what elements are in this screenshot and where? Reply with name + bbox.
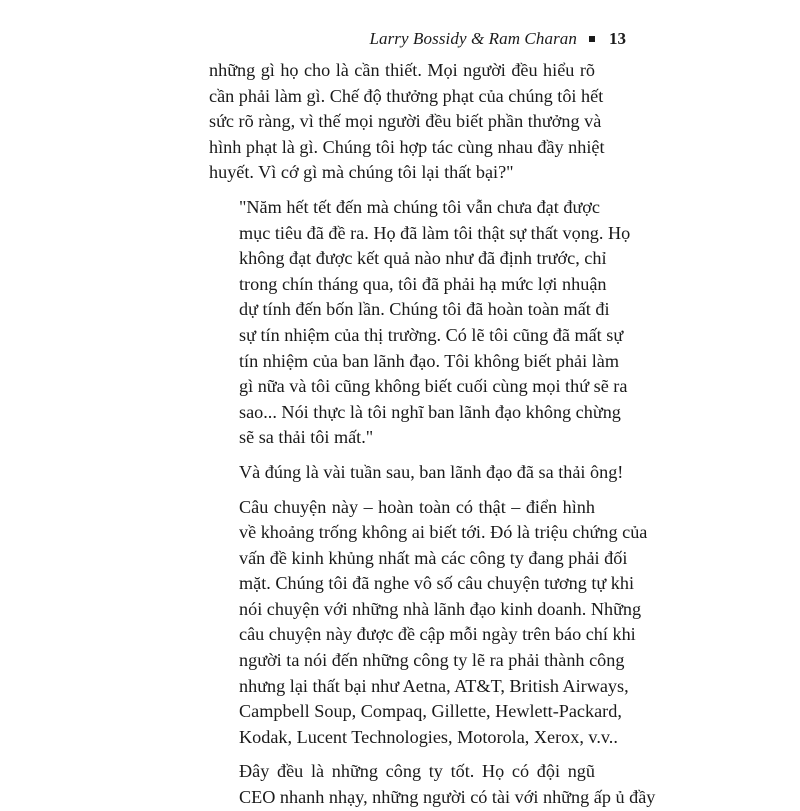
text-line: sức rõ ràng, vì thế mọi người đều biết phần thưởng và: [209, 111, 602, 132]
paragraph: [209, 460, 624, 486]
paragraph: [209, 58, 605, 186]
paragraph: [209, 495, 648, 751]
page-number: 13: [609, 29, 626, 48]
paragraph: [209, 195, 631, 451]
text-line: Câu chuyện này – hoàn toàn có thật – điển hình: [239, 496, 595, 517]
text-line: vấn đề kinh khủng nhất mà các công ty đang phải đối: [239, 547, 628, 568]
text-line: dự tính đến bốn lần. Chúng tôi đã hoàn toàn mất đi: [239, 299, 610, 320]
text-line: không đạt được kết quả nào như đã định trước, chỉ: [239, 248, 607, 269]
text-line: "Năm hết tết đến mà chúng tôi vẫn chưa đạt được: [239, 196, 600, 217]
text-line: sao... Nói thực là tôi nghĩ ban lãnh đạo không chừng: [239, 401, 621, 422]
header-separator-square: [589, 36, 595, 42]
text-line: người ta nói đến những công ty lẽ ra phải thành công: [239, 650, 625, 671]
text-line: những gì họ cho là cần thiết. Mọi người đều hiểu rõ: [209, 60, 595, 80]
text-line: sự tín nhiệm của thị trường. Có lẽ tôi cũng đã mất sự: [239, 324, 624, 345]
text-line: Và đúng là vài tuần sau, ban lãnh đạo đã sa thải ông!: [239, 461, 624, 482]
text-line: huyết. Vì cớ gì mà chúng tôi lại thất bại?": [209, 162, 514, 183]
text-line: sẽ sa thải tôi mất.": [239, 427, 374, 448]
running-header: [369, 27, 626, 51]
text-line: CEO nhanh nhạy, những người có tài với những ấp ủ đầy: [239, 787, 656, 808]
text-line: mặt. Chúng tôi đã nghe vô số câu chuyện tương tự khi: [239, 573, 635, 594]
text-line: cần phải làm gì. Chế độ thưởng phạt của chúng tôi hết: [209, 85, 604, 106]
running-header-authors: Larry Bossidy & Ram Charan: [369, 29, 577, 48]
text-line: Campbell Soup, Compaq, Gillette, Hewlett-Packard,: [239, 701, 622, 722]
paragraph: [209, 759, 656, 810]
text-line: nhưng lại thất bại như Aetna, AT&T, British Airways,: [239, 675, 629, 696]
text-line: trong chín tháng qua, tôi đã phải hạ mức lợi nhuận: [239, 273, 607, 294]
text-line: câu chuyện này được đề cập mỗi ngày trên báo chí khi: [239, 624, 636, 645]
text-line: Kodak, Lucent Technologies, Motorola, Xerox, v.v..: [239, 726, 618, 747]
text-line: về khoảng trống không ai biết tới. Đó là triệu chứng của: [239, 522, 648, 543]
text-line: hình phạt là gì. Chúng tôi hợp tác cùng nhau đầy nhiệt: [209, 136, 605, 157]
text-line: mục tiêu đã đề ra. Họ đã làm tôi thật sự thất vọng. Họ: [239, 222, 631, 243]
text-line: Đây đều là những công ty tốt. Họ có đội ngũ: [239, 761, 595, 782]
body-text: [209, 58, 656, 811]
text-line: nói chuyện với những nhà lãnh đạo kinh doanh. Những: [239, 598, 642, 619]
text-line: gì nữa và tôi cũng không biết cuối cùng mọi thứ sẽ ra: [239, 376, 628, 397]
text-line: tín nhiệm của ban lãnh đạo. Tôi không biết phải làm: [239, 350, 620, 371]
